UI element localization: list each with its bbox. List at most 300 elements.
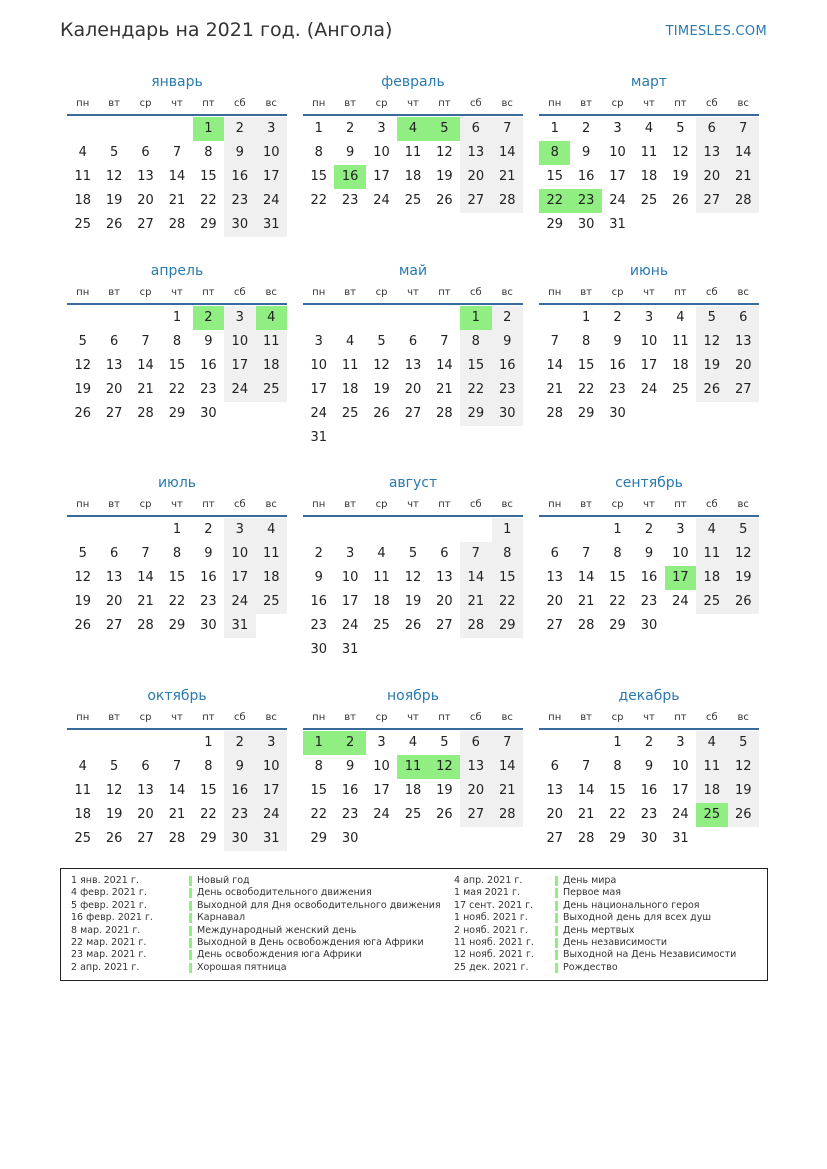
day-cell[interactable]: 29 <box>200 217 217 232</box>
day-cell[interactable]: 28 <box>168 831 186 846</box>
weekend-day-cell[interactable]: 19 <box>728 779 759 803</box>
day-cell[interactable]: 26 <box>105 831 123 846</box>
day-cell[interactable]: 21 <box>168 193 186 208</box>
day-cell[interactable]: 8 <box>172 334 182 349</box>
day-cell[interactable]: 29 <box>609 618 626 633</box>
day-cell[interactable]: 16 <box>609 358 626 373</box>
day-cell[interactable]: 11 <box>373 570 390 585</box>
holiday-day-cell[interactable]: 4 <box>256 306 287 330</box>
day-cell[interactable]: 26 <box>436 193 453 208</box>
day-cell[interactable]: 7 <box>581 546 591 561</box>
day-cell[interactable]: 12 <box>672 145 689 160</box>
weekend-day-cell[interactable]: 31 <box>256 827 287 851</box>
day-cell[interactable]: 23 <box>640 594 658 609</box>
weekend-day-cell[interactable]: 20 <box>728 354 759 378</box>
weekend-day-cell[interactable]: 20 <box>696 165 727 189</box>
day-cell[interactable]: 2 <box>613 310 622 325</box>
day-cell[interactable]: 23 <box>200 594 217 609</box>
weekend-day-cell[interactable]: 11 <box>256 542 287 566</box>
holiday-day-cell[interactable]: 2 <box>193 306 224 330</box>
day-cell[interactable]: 11 <box>672 334 689 349</box>
weekend-day-cell[interactable]: 6 <box>460 117 491 141</box>
day-cell[interactable]: 6 <box>109 546 119 561</box>
day-cell[interactable]: 22 <box>310 193 327 208</box>
day-cell[interactable]: 5 <box>440 735 449 750</box>
day-cell[interactable]: 19 <box>373 382 390 397</box>
day-cell[interactable]: 1 <box>172 522 182 537</box>
day-cell[interactable]: 28 <box>168 217 186 232</box>
day-cell[interactable]: 2 <box>345 121 355 136</box>
day-cell[interactable]: 9 <box>345 145 355 160</box>
weekend-day-cell[interactable]: 3 <box>224 306 255 330</box>
holiday-day-cell[interactable]: 23 <box>570 189 601 213</box>
weekend-day-cell[interactable]: 22 <box>492 590 523 614</box>
day-cell[interactable]: 16 <box>200 358 217 373</box>
day-cell[interactable]: 14 <box>137 570 154 585</box>
day-cell[interactable]: 12 <box>74 358 91 373</box>
weekend-day-cell[interactable]: 11 <box>256 330 287 354</box>
day-cell[interactable]: 13 <box>105 570 123 585</box>
weekend-day-cell[interactable]: 14 <box>492 755 523 779</box>
day-cell[interactable]: 3 <box>676 735 685 750</box>
weekend-day-cell[interactable]: 27 <box>460 189 491 213</box>
day-cell[interactable]: 13 <box>137 783 154 798</box>
day-cell[interactable]: 19 <box>105 193 123 208</box>
day-cell[interactable]: 25 <box>74 831 91 846</box>
day-cell[interactable]: 26 <box>74 618 91 633</box>
weekend-day-cell[interactable]: 13 <box>460 755 491 779</box>
holiday-day-cell[interactable]: 1 <box>193 117 224 141</box>
day-cell[interactable]: 3 <box>377 735 386 750</box>
day-cell[interactable]: 1 <box>581 310 591 325</box>
day-cell[interactable]: 1 <box>613 522 622 537</box>
day-cell[interactable]: 19 <box>436 169 453 184</box>
day-cell[interactable]: 15 <box>200 169 217 184</box>
day-cell[interactable]: 23 <box>341 193 359 208</box>
weekend-day-cell[interactable]: 17 <box>224 566 255 590</box>
day-cell[interactable]: 19 <box>74 594 91 609</box>
weekend-day-cell[interactable]: 3 <box>256 731 287 755</box>
day-cell[interactable]: 17 <box>310 382 327 397</box>
day-cell[interactable]: 22 <box>168 382 186 397</box>
day-cell[interactable]: 16 <box>640 783 658 798</box>
day-cell[interactable]: 15 <box>168 358 186 373</box>
holiday-day-cell[interactable]: 1 <box>460 306 491 330</box>
day-cell[interactable]: 20 <box>436 594 453 609</box>
day-cell[interactable]: 8 <box>581 334 591 349</box>
day-cell[interactable]: 1 <box>314 121 323 136</box>
weekend-day-cell[interactable]: 23 <box>492 378 523 402</box>
weekend-day-cell[interactable]: 11 <box>696 542 727 566</box>
day-cell[interactable]: 24 <box>609 193 626 208</box>
day-cell[interactable]: 8 <box>314 759 323 774</box>
day-cell[interactable]: 27 <box>137 831 154 846</box>
day-cell[interactable]: 3 <box>377 121 386 136</box>
day-cell[interactable]: 7 <box>172 145 182 160</box>
day-cell[interactable]: 10 <box>373 759 390 774</box>
day-cell[interactable]: 15 <box>609 570 626 585</box>
day-cell[interactable]: 23 <box>609 382 626 397</box>
weekend-day-cell[interactable]: 19 <box>696 354 727 378</box>
day-cell[interactable]: 20 <box>546 807 563 822</box>
day-cell[interactable]: 24 <box>373 193 390 208</box>
day-cell[interactable]: 6 <box>550 546 559 561</box>
day-cell[interactable]: 18 <box>404 169 422 184</box>
day-cell[interactable]: 6 <box>440 546 449 561</box>
weekend-day-cell[interactable]: 25 <box>256 378 287 402</box>
day-cell[interactable]: 6 <box>141 759 150 774</box>
day-cell[interactable]: 23 <box>310 618 327 633</box>
weekend-day-cell[interactable]: 6 <box>460 731 491 755</box>
weekend-day-cell[interactable]: 13 <box>696 141 727 165</box>
day-cell[interactable]: 5 <box>109 145 119 160</box>
day-cell[interactable]: 20 <box>404 382 422 397</box>
day-cell[interactable]: 26 <box>672 193 689 208</box>
day-cell[interactable]: 28 <box>577 831 595 846</box>
weekend-day-cell[interactable]: 27 <box>696 189 727 213</box>
weekend-day-cell[interactable]: 6 <box>728 306 759 330</box>
weekend-day-cell[interactable]: 24 <box>224 590 255 614</box>
day-cell[interactable]: 2 <box>581 121 591 136</box>
day-cell[interactable]: 9 <box>204 334 213 349</box>
day-cell[interactable]: 22 <box>200 807 217 822</box>
day-cell[interactable]: 4 <box>644 121 654 136</box>
weekend-day-cell[interactable]: 20 <box>460 779 491 803</box>
weekend-day-cell[interactable]: 11 <box>696 755 727 779</box>
day-cell[interactable]: 16 <box>200 570 217 585</box>
day-cell[interactable]: 24 <box>640 382 658 397</box>
day-cell[interactable]: 19 <box>672 169 689 184</box>
day-cell[interactable]: 5 <box>408 546 418 561</box>
day-cell[interactable]: 28 <box>546 406 563 421</box>
day-cell[interactable]: 15 <box>310 783 327 798</box>
day-cell[interactable]: 26 <box>373 406 390 421</box>
day-cell[interactable]: 17 <box>640 358 658 373</box>
day-cell[interactable]: 21 <box>577 807 595 822</box>
holiday-day-cell[interactable]: 5 <box>429 117 460 141</box>
day-cell[interactable]: 13 <box>105 358 123 373</box>
brand-logo-text[interactable]: TIMESLES.COM <box>665 24 767 39</box>
weekend-day-cell[interactable]: 14 <box>492 141 523 165</box>
day-cell[interactable]: 4 <box>408 735 418 750</box>
weekend-day-cell[interactable]: 18 <box>256 354 287 378</box>
day-cell[interactable]: 15 <box>200 783 217 798</box>
day-cell[interactable]: 11 <box>74 169 91 184</box>
day-cell[interactable]: 18 <box>341 382 359 397</box>
day-cell[interactable]: 7 <box>141 334 150 349</box>
day-cell[interactable]: 5 <box>377 334 386 349</box>
day-cell[interactable]: 7 <box>550 334 559 349</box>
weekend-day-cell[interactable]: 10 <box>256 141 287 165</box>
weekend-day-cell[interactable]: 20 <box>460 165 491 189</box>
day-cell[interactable]: 4 <box>345 334 355 349</box>
day-cell[interactable]: 14 <box>436 358 453 373</box>
weekend-day-cell[interactable]: 18 <box>696 779 727 803</box>
day-cell[interactable]: 12 <box>74 570 91 585</box>
day-cell[interactable]: 9 <box>204 546 213 561</box>
weekend-day-cell[interactable]: 31 <box>224 614 255 638</box>
day-cell[interactable]: 17 <box>609 169 626 184</box>
weekend-day-cell[interactable]: 23 <box>224 803 255 827</box>
day-cell[interactable]: 25 <box>74 217 91 232</box>
day-cell[interactable]: 24 <box>672 807 689 822</box>
day-cell[interactable]: 15 <box>168 570 186 585</box>
day-cell[interactable]: 27 <box>546 831 563 846</box>
day-cell[interactable]: 19 <box>74 382 91 397</box>
day-cell[interactable]: 7 <box>141 546 150 561</box>
day-cell[interactable]: 27 <box>404 406 422 421</box>
day-cell[interactable]: 17 <box>672 783 689 798</box>
day-cell[interactable]: 30 <box>341 831 359 846</box>
holiday-day-cell[interactable]: 25 <box>696 803 727 827</box>
day-cell[interactable]: 14 <box>168 783 186 798</box>
day-cell[interactable]: 31 <box>672 831 689 846</box>
day-cell[interactable]: 14 <box>168 169 186 184</box>
weekend-day-cell[interactable]: 25 <box>256 590 287 614</box>
holiday-day-cell[interactable]: 2 <box>334 731 365 755</box>
day-cell[interactable]: 9 <box>314 570 323 585</box>
weekend-day-cell[interactable]: 29 <box>460 402 491 426</box>
day-cell[interactable]: 24 <box>672 594 689 609</box>
weekend-day-cell[interactable]: 2 <box>224 731 255 755</box>
day-cell[interactable]: 10 <box>672 759 689 774</box>
weekend-day-cell[interactable]: 13 <box>460 141 491 165</box>
weekend-day-cell[interactable]: 3 <box>224 518 255 542</box>
day-cell[interactable]: 1 <box>613 735 622 750</box>
weekend-day-cell[interactable]: 28 <box>492 189 523 213</box>
day-cell[interactable]: 2 <box>314 546 323 561</box>
day-cell[interactable]: 3 <box>314 334 323 349</box>
weekend-day-cell[interactable]: 2 <box>224 117 255 141</box>
weekend-day-cell[interactable]: 9 <box>224 141 255 165</box>
day-cell[interactable]: 8 <box>204 759 213 774</box>
day-cell[interactable]: 19 <box>105 807 123 822</box>
day-cell[interactable]: 22 <box>609 807 626 822</box>
day-cell[interactable]: 23 <box>200 382 217 397</box>
day-cell[interactable]: 11 <box>640 145 658 160</box>
day-cell[interactable]: 25 <box>404 807 422 822</box>
weekend-day-cell[interactable]: 12 <box>728 755 759 779</box>
day-cell[interactable]: 21 <box>137 382 154 397</box>
day-cell[interactable]: 15 <box>546 169 563 184</box>
day-cell[interactable]: 16 <box>577 169 595 184</box>
day-cell[interactable]: 30 <box>609 406 626 421</box>
weekend-day-cell[interactable]: 17 <box>256 165 287 189</box>
day-cell[interactable]: 14 <box>137 358 154 373</box>
day-cell[interactable]: 17 <box>373 169 390 184</box>
weekend-day-cell[interactable]: 25 <box>696 590 727 614</box>
weekend-day-cell[interactable]: 17 <box>256 779 287 803</box>
day-cell[interactable]: 23 <box>341 807 359 822</box>
day-cell[interactable]: 21 <box>168 807 186 822</box>
weekend-day-cell[interactable]: 12 <box>728 542 759 566</box>
day-cell[interactable]: 29 <box>168 406 186 421</box>
day-cell[interactable]: 30 <box>577 217 595 232</box>
day-cell[interactable]: 7 <box>581 759 591 774</box>
holiday-day-cell[interactable]: 17 <box>665 566 696 590</box>
weekend-day-cell[interactable]: 9 <box>492 330 523 354</box>
day-cell[interactable]: 22 <box>310 807 327 822</box>
day-cell[interactable]: 8 <box>172 546 182 561</box>
day-cell[interactable]: 6 <box>109 334 119 349</box>
weekend-day-cell[interactable]: 28 <box>728 189 759 213</box>
day-cell[interactable]: 25 <box>373 618 390 633</box>
day-cell[interactable]: 4 <box>676 310 685 325</box>
day-cell[interactable]: 18 <box>672 358 689 373</box>
weekend-day-cell[interactable]: 30 <box>224 213 255 237</box>
day-cell[interactable]: 2 <box>644 522 654 537</box>
weekend-day-cell[interactable]: 30 <box>492 402 523 426</box>
day-cell[interactable]: 15 <box>609 783 626 798</box>
day-cell[interactable]: 25 <box>341 406 359 421</box>
day-cell[interactable]: 7 <box>172 759 182 774</box>
day-cell[interactable]: 1 <box>204 735 213 750</box>
day-cell[interactable]: 21 <box>137 594 154 609</box>
weekend-day-cell[interactable]: 21 <box>460 590 491 614</box>
day-cell[interactable]: 5 <box>78 546 87 561</box>
day-cell[interactable]: 26 <box>404 618 422 633</box>
weekend-day-cell[interactable]: 22 <box>460 378 491 402</box>
day-cell[interactable]: 13 <box>404 358 422 373</box>
day-cell[interactable]: 10 <box>609 145 626 160</box>
weekend-day-cell[interactable]: 16 <box>492 354 523 378</box>
day-cell[interactable]: 16 <box>310 594 327 609</box>
day-cell[interactable]: 14 <box>546 358 563 373</box>
day-cell[interactable]: 25 <box>640 193 658 208</box>
day-cell[interactable]: 20 <box>546 594 563 609</box>
day-cell[interactable]: 26 <box>105 217 123 232</box>
weekend-day-cell[interactable]: 29 <box>492 614 523 638</box>
day-cell[interactable]: 22 <box>577 382 595 397</box>
day-cell[interactable]: 29 <box>310 831 327 846</box>
weekend-day-cell[interactable]: 26 <box>728 590 759 614</box>
weekend-day-cell[interactable]: 15 <box>460 354 491 378</box>
day-cell[interactable]: 18 <box>640 169 658 184</box>
weekend-day-cell[interactable]: 7 <box>460 542 491 566</box>
day-cell[interactable]: 9 <box>613 334 622 349</box>
day-cell[interactable]: 3 <box>676 522 685 537</box>
day-cell[interactable]: 4 <box>78 759 87 774</box>
day-cell[interactable]: 8 <box>204 145 213 160</box>
day-cell[interactable]: 24 <box>373 807 390 822</box>
day-cell[interactable]: 16 <box>341 783 359 798</box>
weekend-day-cell[interactable]: 5 <box>728 731 759 755</box>
day-cell[interactable]: 28 <box>436 406 453 421</box>
weekend-day-cell[interactable]: 21 <box>728 165 759 189</box>
day-cell[interactable]: 11 <box>341 358 359 373</box>
day-cell[interactable]: 2 <box>644 735 654 750</box>
day-cell[interactable]: 28 <box>577 618 595 633</box>
weekend-day-cell[interactable]: 21 <box>492 779 523 803</box>
day-cell[interactable]: 20 <box>137 807 154 822</box>
weekend-day-cell[interactable]: 18 <box>256 566 287 590</box>
weekend-day-cell[interactable]: 7 <box>492 117 523 141</box>
weekend-day-cell[interactable]: 10 <box>224 542 255 566</box>
day-cell[interactable]: 6 <box>141 145 150 160</box>
day-cell[interactable]: 14 <box>577 570 595 585</box>
weekend-day-cell[interactable]: 14 <box>728 141 759 165</box>
day-cell[interactable]: 9 <box>345 759 355 774</box>
day-cell[interactable]: 26 <box>436 807 453 822</box>
day-cell[interactable]: 6 <box>550 759 559 774</box>
weekend-day-cell[interactable]: 26 <box>728 803 759 827</box>
holiday-day-cell[interactable]: 22 <box>539 189 570 213</box>
weekend-day-cell[interactable]: 7 <box>728 117 759 141</box>
day-cell[interactable]: 10 <box>373 145 390 160</box>
weekend-day-cell[interactable]: 27 <box>460 803 491 827</box>
day-cell[interactable]: 17 <box>341 594 359 609</box>
day-cell[interactable]: 29 <box>546 217 563 232</box>
day-cell[interactable]: 24 <box>310 406 327 421</box>
day-cell[interactable]: 10 <box>640 334 658 349</box>
day-cell[interactable]: 11 <box>404 145 422 160</box>
day-cell[interactable]: 18 <box>373 594 390 609</box>
day-cell[interactable]: 18 <box>74 193 91 208</box>
weekend-day-cell[interactable]: 23 <box>224 189 255 213</box>
day-cell[interactable]: 6 <box>408 334 418 349</box>
weekend-day-cell[interactable]: 6 <box>696 117 727 141</box>
weekend-day-cell[interactable]: 12 <box>696 330 727 354</box>
day-cell[interactable]: 27 <box>105 406 123 421</box>
day-cell[interactable]: 13 <box>137 169 154 184</box>
day-cell[interactable]: 21 <box>546 382 563 397</box>
holiday-day-cell[interactable]: 8 <box>539 141 570 165</box>
day-cell[interactable]: 19 <box>436 783 453 798</box>
weekend-day-cell[interactable]: 5 <box>696 306 727 330</box>
day-cell[interactable]: 14 <box>577 783 595 798</box>
weekend-day-cell[interactable]: 4 <box>696 518 727 542</box>
day-cell[interactable]: 31 <box>609 217 626 232</box>
weekend-day-cell[interactable]: 8 <box>460 330 491 354</box>
day-cell[interactable]: 29 <box>200 831 217 846</box>
day-cell[interactable]: 20 <box>137 193 154 208</box>
day-cell[interactable]: 5 <box>676 121 685 136</box>
weekend-day-cell[interactable]: 26 <box>696 378 727 402</box>
day-cell[interactable]: 3 <box>644 310 654 325</box>
day-cell[interactable]: 27 <box>436 618 453 633</box>
weekend-day-cell[interactable]: 19 <box>728 566 759 590</box>
day-cell[interactable]: 8 <box>613 546 622 561</box>
day-cell[interactable]: 21 <box>577 594 595 609</box>
day-cell[interactable]: 9 <box>581 145 591 160</box>
day-cell[interactable]: 27 <box>105 618 123 633</box>
day-cell[interactable]: 10 <box>341 570 359 585</box>
day-cell[interactable]: 16 <box>640 570 658 585</box>
weekend-day-cell[interactable]: 30 <box>224 827 255 851</box>
day-cell[interactable]: 27 <box>137 217 154 232</box>
weekend-day-cell[interactable]: 24 <box>256 803 287 827</box>
weekend-day-cell[interactable]: 16 <box>224 779 255 803</box>
day-cell[interactable]: 26 <box>74 406 91 421</box>
weekend-day-cell[interactable]: 28 <box>460 614 491 638</box>
day-cell[interactable]: 4 <box>377 546 386 561</box>
day-cell[interactable]: 23 <box>640 807 658 822</box>
weekend-day-cell[interactable]: 2 <box>492 306 523 330</box>
day-cell[interactable]: 11 <box>74 783 91 798</box>
day-cell[interactable]: 3 <box>345 546 355 561</box>
day-cell[interactable]: 31 <box>310 430 327 445</box>
holiday-day-cell[interactable]: 1 <box>303 731 334 755</box>
day-cell[interactable]: 20 <box>105 382 123 397</box>
day-cell[interactable]: 15 <box>310 169 327 184</box>
weekend-day-cell[interactable]: 10 <box>224 330 255 354</box>
day-cell[interactable]: 12 <box>373 358 390 373</box>
weekend-day-cell[interactable]: 10 <box>256 755 287 779</box>
day-cell[interactable]: 22 <box>609 594 626 609</box>
day-cell[interactable]: 30 <box>310 642 327 657</box>
day-cell[interactable]: 21 <box>436 382 453 397</box>
day-cell[interactable]: 9 <box>644 759 654 774</box>
